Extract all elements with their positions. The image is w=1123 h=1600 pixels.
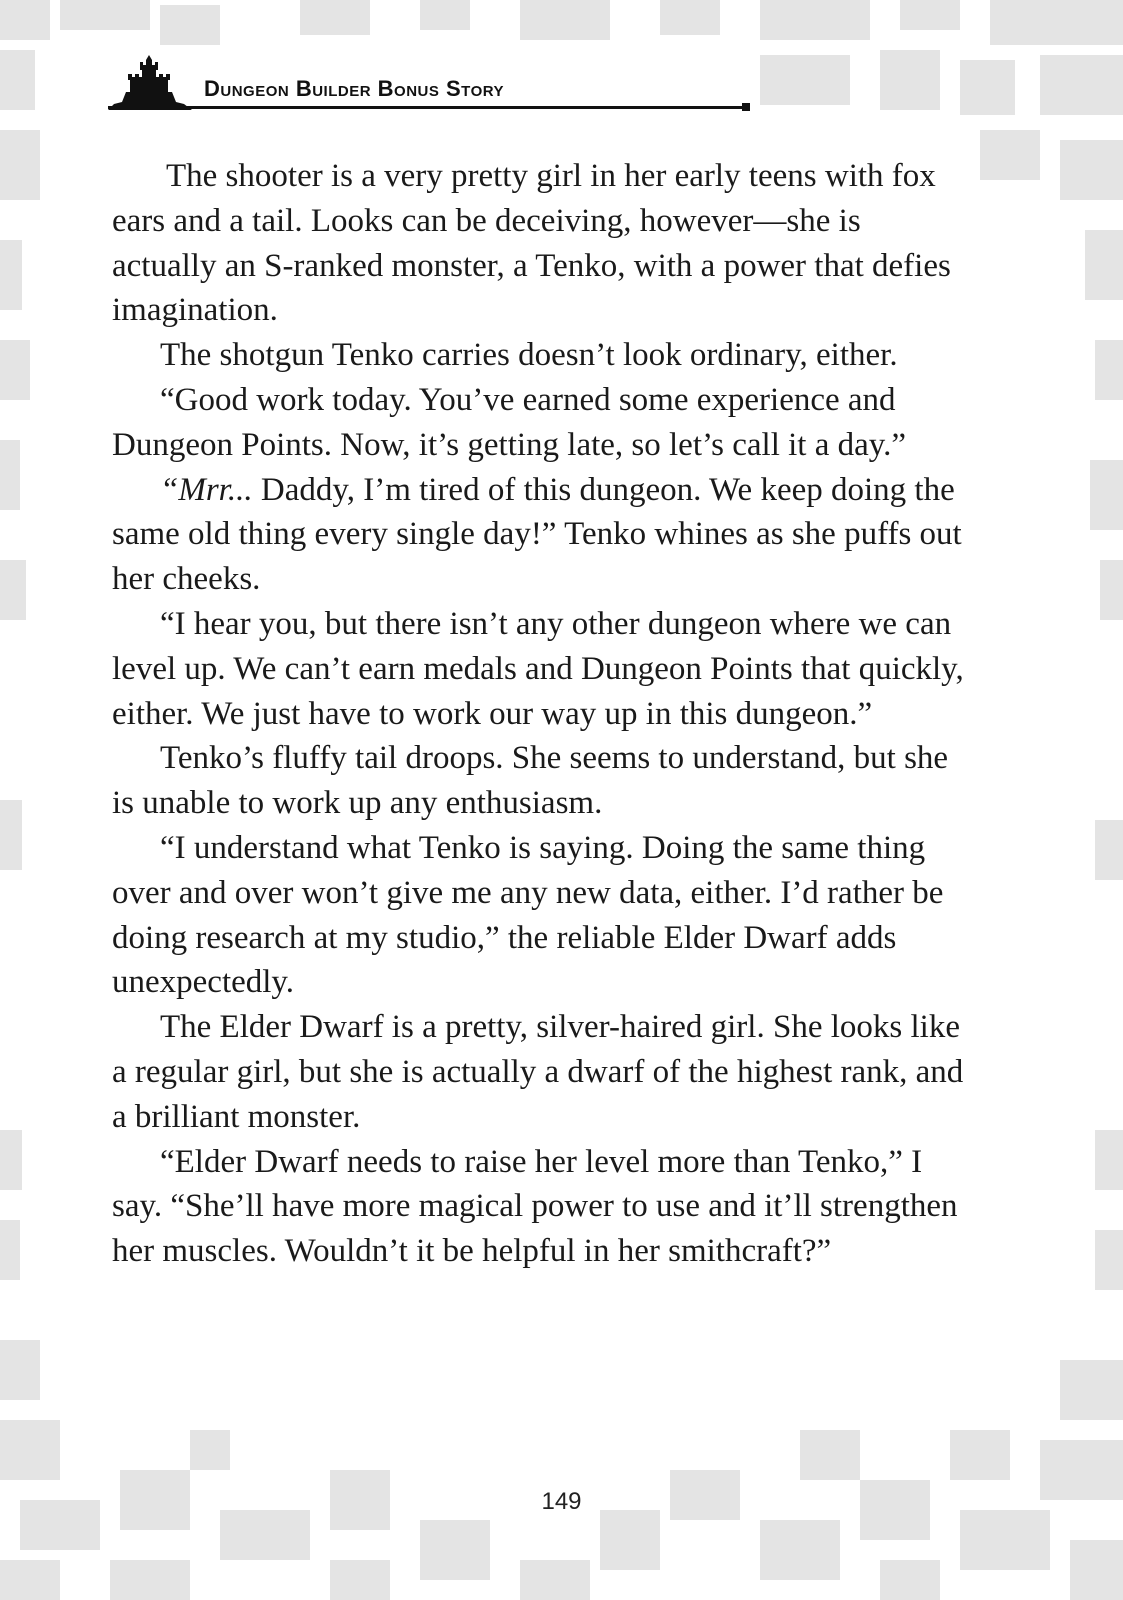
page-number: 149	[541, 1488, 582, 1515]
running-header	[108, 52, 748, 114]
story-text	[112, 154, 972, 1274]
header-rule	[108, 106, 746, 109]
castle-icon	[108, 52, 192, 110]
book-title-header: Dungeon Builder Bonus Story	[204, 76, 505, 101]
header-rule-end	[742, 103, 750, 111]
paragraph: The Elder Dwarf is a pretty, silver-haired girl. She looks like a regular girl, but she is actually a dwarf of the highest rank, and a brilliant monster.	[112, 1009, 964, 1135]
paragraph: “Mrr... Daddy, I’m tired of this dungeon. We keep doing the same old thing every single day!” Tenko whines as she puffs out her cheeks.	[112, 471, 962, 598]
paragraph: “I understand what Tenko is saying. Doing the same thing over and over won’t give me any new data, either. I’d rather be doing research at my studio,” the reliable Elder Dwarf adds unexpectedly.	[112, 829, 944, 1001]
paragraph: Tenko’s fluffy tail droops. She seems to understand, but she is unable to work up any enthusiasm.	[112, 740, 949, 822]
italic-interjection: “Mrr...	[160, 471, 253, 508]
paragraph: “Good work today. You’ve earned some experience and Dungeon Points. Now, it’s getting late, so let’s call it a day.”	[112, 381, 907, 463]
paragraph: The shooter is a very pretty girl in her early teens with fox ears and a tail. Looks can be deceiving, however—she is actually an S-ranked monster, a Tenko, with a power that defies imagination.	[112, 158, 951, 329]
paragraph: “Elder Dwarf needs to raise her level more than Tenko,” I say. “She’ll have more magical power to use and it’ll strengthen her muscles. Wouldn’t it be helpful in her smithcraft?”	[112, 1143, 958, 1270]
paragraph: The shotgun Tenko carries doesn’t look ordinary, either.	[160, 337, 898, 374]
paragraph: “I hear you, but there isn’t any other dungeon where we can level up. We can’t earn medals and Dungeon Points that quickly, either. We just have to work our way up in this dungeon.”	[112, 605, 964, 732]
